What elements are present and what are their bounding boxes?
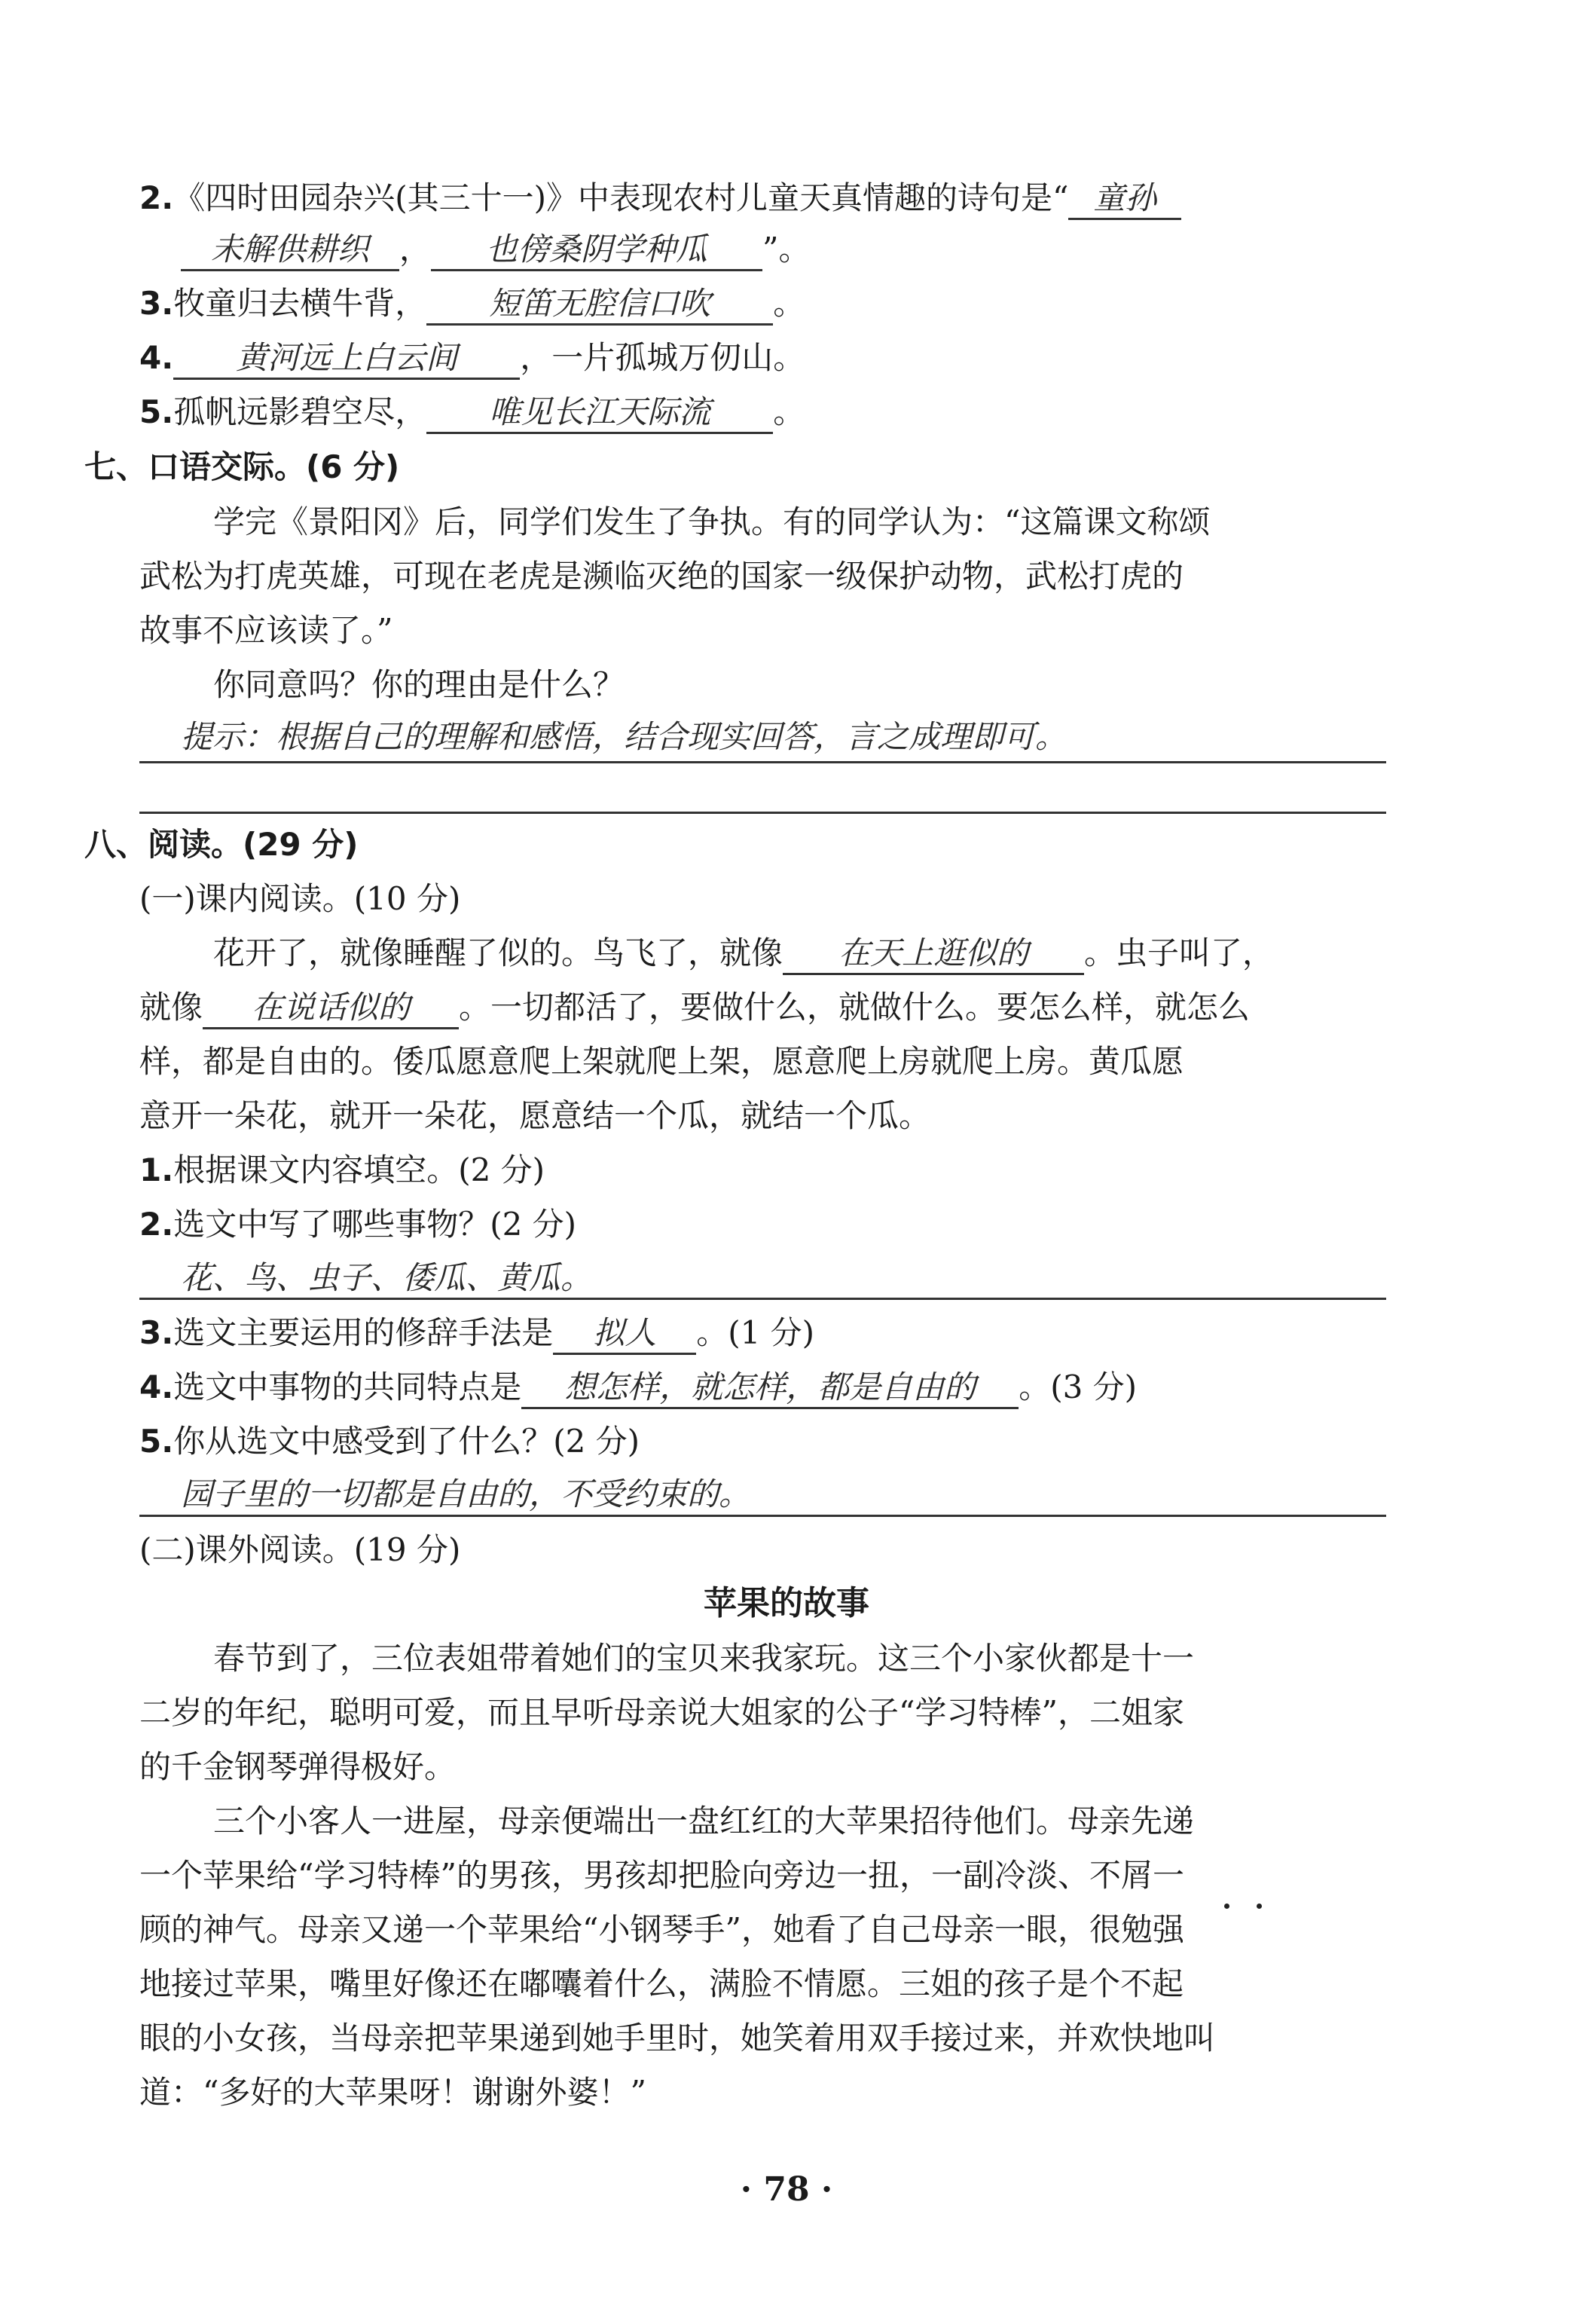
question-number: 3.	[139, 285, 174, 322]
story-line: 顾的神气。母亲又递一个苹果给“小钢琴手”，她看了自己母亲一眼，很勉强	[139, 1911, 1184, 1948]
question-number: 4.	[139, 339, 174, 376]
question-number: 5.	[139, 393, 174, 430]
handwritten-answer: 未解供耕织	[181, 230, 399, 271]
reading-question-3	[139, 1312, 814, 1355]
question-text: 根据课文内容填空。(2 分)	[173, 1151, 545, 1188]
answer-line	[139, 1298, 1386, 1300]
paragraph-line: 武松为打虎英雄，可现在老虎是濒临灭绝的国家一级保护动物，武松打虎的	[139, 558, 1184, 595]
question-number: 4.	[139, 1368, 174, 1405]
answer-line	[139, 1515, 1386, 1517]
section-8-heading: 八、阅读。(29 分)	[84, 826, 359, 863]
emphasis-dot	[1224, 1904, 1229, 1909]
story-line: 春节到了，三位表姐带着她们的宝贝来我家玩。这三个小家伙都是十一	[213, 1640, 1195, 1677]
handwritten-answer: 也傍桑阴学种瓜	[431, 230, 762, 271]
poem-question-3	[139, 283, 805, 326]
handwritten-answer	[181, 716, 1067, 758]
answer-line	[139, 812, 1386, 814]
answer-text: 园子里的一切都是自由的，不受约束的。	[181, 1475, 751, 1512]
handwritten-answer: 在天上逛似的	[783, 934, 1084, 975]
story-line: 道：“多好的大苹果呀！谢谢外婆！”	[139, 2074, 646, 2111]
punctuation: ，	[399, 231, 432, 268]
emphasis-dot	[1257, 1904, 1262, 1909]
passage-text: 花开了，就像睡醒了似的。鸟飞了，就像	[213, 934, 783, 971]
passage-text: 就像	[139, 989, 203, 1026]
story-line: 三个小客人一进屋，母亲便端出一盘红红的大苹果招待他们。母亲先递	[213, 1803, 1195, 1839]
handwritten-answer	[181, 1257, 592, 1299]
handwritten-answer: 童孙	[1068, 179, 1181, 220]
poem-question-2-continued	[181, 228, 811, 271]
page-number: · 78 ·	[740, 2170, 833, 2209]
reading-question-5	[139, 1420, 640, 1463]
handwritten-answer: 在说话似的	[203, 988, 459, 1029]
punctuation: 。	[773, 285, 805, 322]
question-number: 3.	[139, 1314, 174, 1351]
question-text: 你从选文中感受到了什么？(2 分)	[173, 1423, 640, 1460]
story-line: 地接过苹果，嘴里好像还在嘟囔着什么，满脸不情愿。三姐的孩子是个不起	[139, 1965, 1184, 2002]
passage-line	[213, 932, 1274, 975]
paragraph-line: 学完《景阳冈》后，同学们发生了争执。有的同学认为：“这篇课文称颂	[213, 503, 1211, 540]
question-text: 选文主要运用的修辞手法是	[173, 1314, 554, 1351]
passage-line: 样，都是自由的。倭瓜愿意爬上架就爬上架，愿意爬上房就爬上房。黄瓜愿	[139, 1043, 1184, 1080]
subsection-heading: (二)课外阅读。(19 分)	[139, 1531, 461, 1568]
passage-text: 。一切都活了，要做什么，就做什么。要怎么样，就怎么	[459, 989, 1251, 1026]
question-number: 2.	[139, 1206, 174, 1243]
question-number: 1.	[139, 1151, 174, 1188]
question-text: 孤帆远影碧空尽，	[173, 393, 427, 430]
story-line: 一个苹果给“学习特棒”的男孩，男孩却把脸向旁边一扭，一副冷淡、不屑一	[139, 1857, 1184, 1894]
punctuation: 。	[773, 393, 805, 430]
poem-question-5	[139, 391, 805, 434]
handwritten-answer: 想怎样，就怎样，都是自由的	[521, 1368, 1019, 1409]
story-line: 二岁的年纪，聪明可爱，而且早听母亲说大姐家的公子“学习特棒”，二姐家	[139, 1694, 1184, 1731]
answer-line	[139, 761, 1386, 763]
question-text: 。(1 分)	[696, 1314, 815, 1351]
question-text: ，一片孤城万仞山。	[520, 339, 805, 376]
section-7-heading: 七、口语交际。(6 分)	[84, 448, 400, 485]
handwritten-answer: 短笛无腔信口吹	[426, 284, 773, 326]
question-text: 。(3 分)	[1019, 1368, 1138, 1405]
reading-question-1	[139, 1149, 545, 1191]
story-line: 的千金钢琴弹得极好。	[139, 1748, 457, 1785]
question-number: 2.	[139, 179, 174, 216]
question-number: 5.	[139, 1423, 174, 1460]
reading-question-4	[139, 1366, 1137, 1409]
passage-line: 意开一朵花，就开一朵花，愿意结一个瓜，就结一个瓜。	[139, 1097, 931, 1134]
question-text: 选文中写了哪些事物？(2 分)	[173, 1206, 577, 1243]
passage-text: 。虫子叫了，	[1084, 934, 1275, 971]
poem-question-2	[139, 177, 1181, 220]
handwritten-answer: 唯见长江天际流	[426, 393, 773, 434]
poem-question-4	[139, 337, 805, 380]
handwritten-answer: 黄河远上白云间	[173, 338, 520, 380]
story-line: 眼的小女孩，当母亲把苹果递到她手里时，她笑着用双手接过来，并欢快地叫	[139, 2020, 1216, 2056]
story-title: 苹果的故事	[704, 1584, 869, 1622]
reading-question-2	[139, 1203, 576, 1246]
answer-text: 提示：根据自己的理解和感悟，结合现实回答，言之成理即可。	[181, 718, 1068, 755]
handwritten-answer: 拟人	[553, 1313, 696, 1355]
question-text: 牧童归去横牛背，	[173, 285, 427, 322]
answer-text: 花、鸟、虫子、倭瓜、黄瓜。	[181, 1259, 593, 1296]
handwritten-answer	[181, 1473, 750, 1515]
punctuation: ”。	[762, 231, 811, 268]
passage-line	[139, 986, 1250, 1029]
subsection-heading: (一)课内阅读。(10 分)	[139, 880, 461, 917]
question-text: 选文中事物的共同特点是	[173, 1368, 522, 1405]
question-text: 你同意吗？你的理由是什么？	[213, 666, 625, 703]
paragraph-line: 故事不应该读了。”	[139, 612, 393, 649]
question-text: 《四时田园杂兴(其三十一)》中表现农村儿童天真情趣的诗句是“	[173, 179, 1069, 216]
